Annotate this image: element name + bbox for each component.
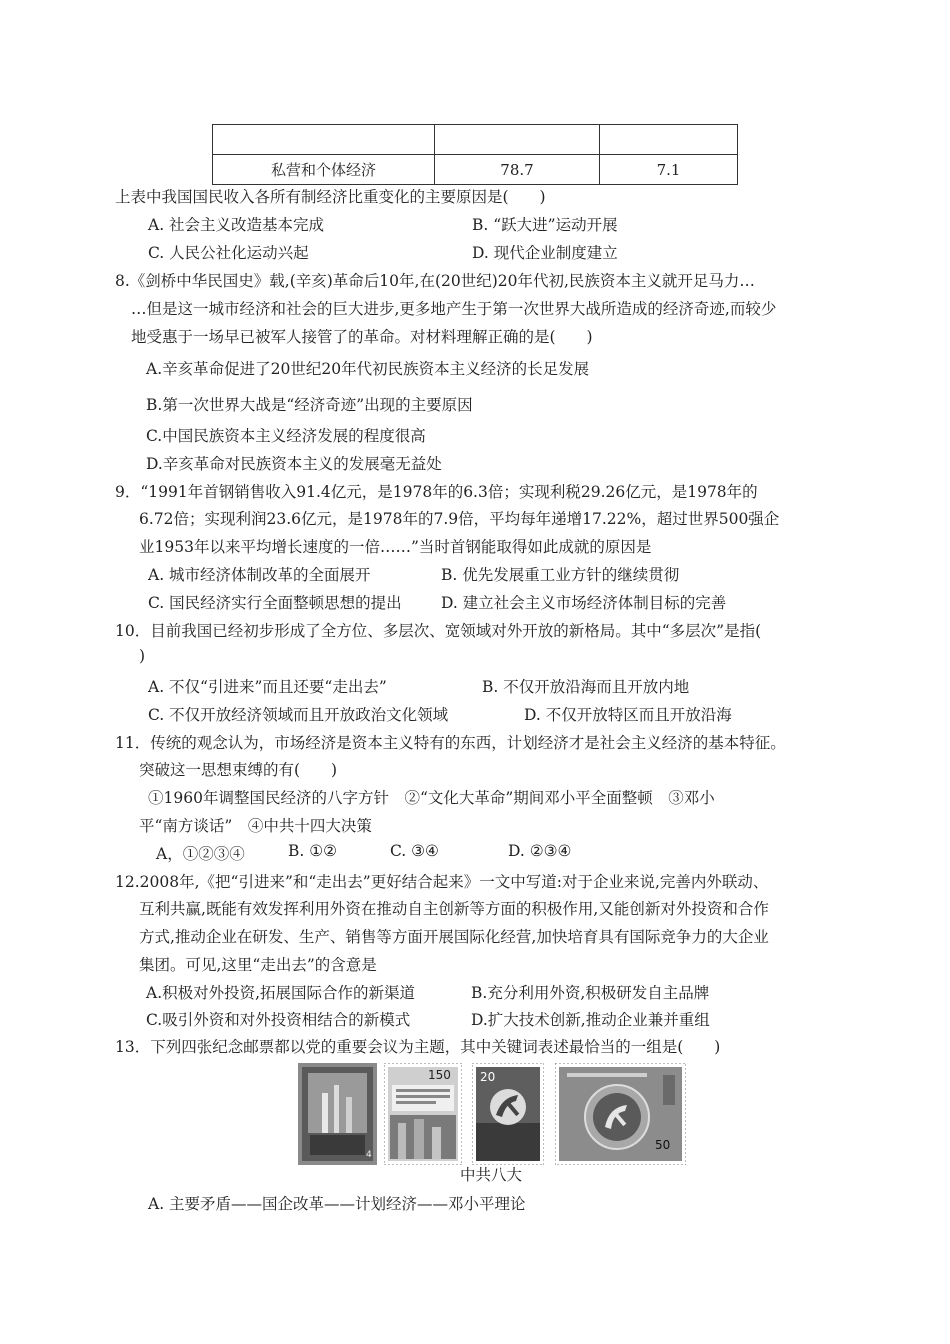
table-row <box>213 155 738 185</box>
q10-line1: 10．目前我国已经初步形成了全方位、多层次、宽领域对外开放的新格局。其中“多层次”是指( <box>115 622 762 640</box>
stamp-2-value: 150 <box>428 1068 451 1082</box>
q7-option-c: C. 人民公社化运动兴起 <box>148 244 309 262</box>
q12-option-d: D.扩大技术创新,推动企业兼并重组 <box>471 1011 710 1029</box>
q8-option-c: C.中国民族资本主义经济发展的程度很高 <box>146 427 426 445</box>
q11-option-d: D. ②③④ <box>508 842 572 860</box>
q11-line4: 平“南方谈话” ④中共十四大决策 <box>139 817 372 835</box>
stamp-1-value: 4 <box>366 1150 372 1160</box>
table-cell: 78.7 <box>435 155 600 185</box>
q8-line2: …但是这一城市经济和社会的巨大进步,更多地产生于第一次世界大战所造成的经济奇迹,而较少 <box>131 300 777 318</box>
q12-line1: 12.2008年,《把“引进来”和“走出去”更好结合起来》一文中写道:对于企业来说,完善内外联动、 <box>115 873 769 891</box>
q8-line1: 8.《剑桥中华民国史》载,(辛亥)革命后10年,在(20世纪)20年代初,民族资本主义就开足马力… <box>115 272 755 290</box>
stamp-3-value: 20 <box>480 1070 496 1084</box>
q11-option-a: A，①②③④ <box>156 845 245 863</box>
q10-option-c: C. 不仅开放经济领域而且开放政治文化领域 <box>148 706 449 724</box>
stamp-2-image <box>384 1063 462 1165</box>
stamp-1-image <box>298 1063 377 1165</box>
table-cell: 7.1 <box>600 155 738 185</box>
q12-option-b: B.充分利用外资,积极研发自主品牌 <box>471 984 710 1002</box>
q12-line3: 方式,推动企业在研发、生产、销售等方面开展国际化经营,加快培育具有国际竞争力的大企业 <box>139 928 769 946</box>
q13-stem: 13．下列四张纪念邮票都以党的重要会议为主题，其中关键词表述最恰当的一组是( ) <box>115 1038 721 1056</box>
q10-option-b: B. 不仅开放沿海而且开放内地 <box>482 678 690 696</box>
stamp-4-value: 50 <box>655 1138 671 1152</box>
stamp-3-image <box>472 1063 544 1165</box>
q7-stem: 上表中我国国民收入各所有制经济比重变化的主要原因是( ) <box>115 188 546 206</box>
q10-option-a: A. 不仅“引进来”而且还要“走出去” <box>148 678 387 696</box>
q12-option-a: A.积极对外投资,拓展国际合作的新渠道 <box>146 984 416 1002</box>
q9-option-d: D. 建立社会主义市场经济体制目标的完善 <box>441 594 727 612</box>
q7-option-a: A. 社会主义改造基本完成 <box>148 216 325 234</box>
q8-option-b: B.第一次世界大战是“经济奇迹”出现的主要原因 <box>146 396 473 414</box>
table-row <box>213 125 738 155</box>
q8-line3: 地受惠于一场早已被军人接管了的革命。对材料理解正确的是( ) <box>131 328 593 346</box>
q9-option-b: B. 优先发展重工业方针的继续贯彻 <box>441 566 680 584</box>
q9-line2: 6.72倍；实现利润23.6亿元，是1978年的7.9倍，平均每年递增17.22%，超过世界500强企 <box>139 510 780 528</box>
q7-option-d: D. 现代企业制度建立 <box>472 244 618 262</box>
q9-line1: 9．“1991年首钢销售收入91.4亿元，是1978年的6.3倍；实现利税29.26亿元，是1978年的 <box>115 483 758 501</box>
q8-option-a: A.辛亥革命促进了20世纪20年代初民族资本主义经济的长足发展 <box>146 360 590 378</box>
table-cell: 私营和个体经济 <box>213 155 435 185</box>
q9-line3: 业1953年以来平均增长速度的一倍……”当时首钢能取得如此成就的原因是 <box>139 538 652 556</box>
q11-option-c: C. ③④ <box>390 842 439 860</box>
q10-option-d: D. 不仅开放特区而且开放沿海 <box>524 706 732 724</box>
q11-line3: ①1960年调整国民经济的八字方针 ②“文化大革命”期间邓小平全面整顿 ③邓小 <box>148 789 715 807</box>
q12-option-c: C.吸引外资和对外投资相结合的新模式 <box>146 1011 411 1029</box>
q10-line2: ) <box>139 647 146 665</box>
table-cell <box>435 125 600 155</box>
q12-line2: 互利共赢,既能有效发挥利用外资在推动自主创新等方面的积极作用,又能创新对外投资和合作 <box>139 900 769 918</box>
table-cell <box>213 125 435 155</box>
q8-option-d: D.辛亥革命对民族资本主义的发展毫无益处 <box>146 455 442 473</box>
q9-option-c: C. 国民经济实行全面整顿思想的提出 <box>148 594 402 612</box>
q11-option-b: B. ①② <box>288 842 338 860</box>
stamp-4-image <box>555 1063 686 1165</box>
q9-option-a: A. 城市经济体制改革的全面展开 <box>148 566 371 584</box>
q7-option-b: B. “跃大进”运动开展 <box>472 216 618 234</box>
q13-option-a: A. 主要矛盾——国企改革——计划经济——邓小平理论 <box>148 1195 526 1213</box>
q11-line2: 突破这一思想束缚的有( ) <box>139 761 338 779</box>
stamp-caption: 中共八大 <box>460 1166 523 1184</box>
table-cell <box>600 125 738 155</box>
q12-line4: 集团。可见,这里“走出去”的含意是 <box>139 956 377 974</box>
ownership-table <box>212 124 738 185</box>
q11-line1: 11．传统的观念认为，市场经济是资本主义特有的东西，计划经济才是社会主义经济的基本特征。 <box>115 734 786 752</box>
